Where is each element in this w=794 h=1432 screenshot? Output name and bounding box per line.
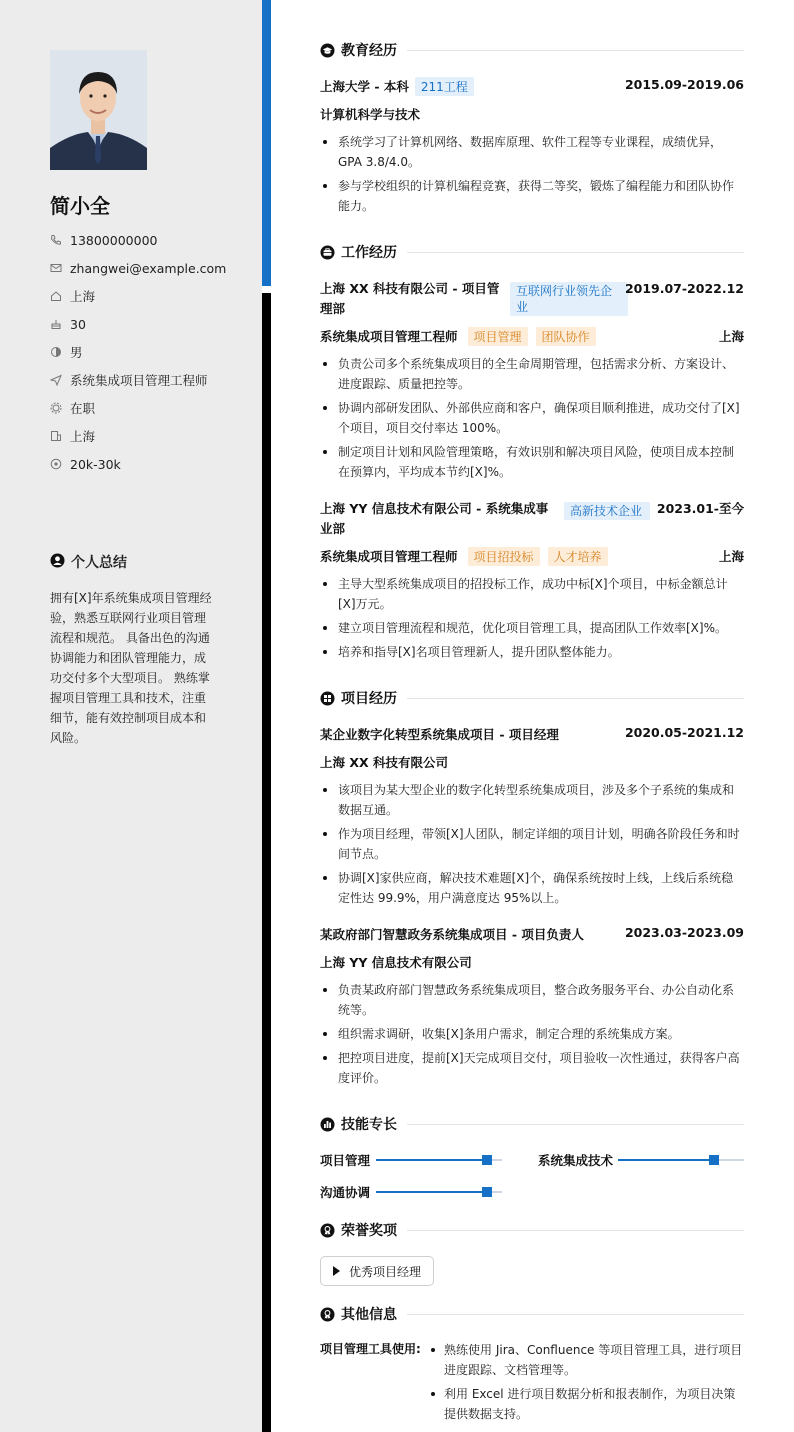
money-icon xyxy=(50,458,62,470)
skills-title: 技能专长 xyxy=(341,1117,397,1133)
section-divider xyxy=(407,252,744,253)
phone-row xyxy=(50,230,157,250)
education-tag: 211工程 xyxy=(415,77,474,96)
age-row xyxy=(50,314,86,334)
summary-text: 拥有[X]年系统集成项目管理经验，熟悉互联网行业项目管理流程和规范。 具备出色的沟通协调能力和团队管理能力，成功交付多个大型项目。 熟练掌握项目管理工具和技术，注重细节，能有效控制项目成本和风险。 xyxy=(50,591,212,745)
award-icon xyxy=(320,1307,335,1322)
list-item: 把控项目进度，提前[X]天完成项目交付，项目验收一次性通过，获得客户高度评价。 xyxy=(320,1048,744,1088)
gender-row xyxy=(50,342,83,362)
work-1-tag-b: 团队协作 xyxy=(536,327,596,346)
profile-photo xyxy=(50,50,147,170)
education-school: 上海大学 - 本科 xyxy=(320,79,409,94)
project-2-date: 2023.03-2023.09 xyxy=(624,925,744,940)
honors-title: 荣誉奖项 xyxy=(341,1223,397,1239)
salary-row xyxy=(50,454,121,474)
work-1-role: 系统集成项目管理工程师 xyxy=(320,329,458,344)
skill-3-fill xyxy=(376,1191,492,1193)
education-date: 2015.09-2019.06 xyxy=(624,77,744,92)
work-1-role-row xyxy=(320,327,744,346)
other-bullets xyxy=(426,1340,746,1428)
list-item: 负责某政府部门智慧政务系统集成项目，整合政务服务平台、办公自动化系统等。 xyxy=(320,980,744,1020)
email-row xyxy=(50,258,226,278)
other-heading xyxy=(320,1304,744,1324)
list-item: 参与学校组织的计算机编程竞赛，获得二等奖，锻炼了编程能力和团队协作能力。 xyxy=(320,176,744,216)
section-divider xyxy=(407,698,744,699)
work-2-bullets xyxy=(320,574,744,666)
list-item: 主导大型系统集成项目的招投标工作，成功中标[X]个项目，中标金额总计[X]万元。 xyxy=(320,574,744,614)
list-item: 熟练使用 Jira、Confluence 等项目管理工具，进行项目进度跟踪、文档管理等。 xyxy=(426,1340,746,1380)
play-icon xyxy=(333,1266,340,1276)
home-icon xyxy=(50,290,62,302)
projects-title: 项目经历 xyxy=(341,691,397,707)
work-heading xyxy=(320,242,744,262)
graduation-cap-icon xyxy=(320,43,335,58)
gender-icon xyxy=(50,346,62,358)
skill-2-slider xyxy=(618,1159,744,1161)
section-divider xyxy=(407,1314,744,1315)
skill-3-slider xyxy=(376,1191,502,1193)
skill-3-label: 沟通协调 xyxy=(320,1185,371,1200)
divider-bar xyxy=(262,293,271,1432)
skill-1-slider xyxy=(376,1159,502,1161)
skill-1-fill xyxy=(376,1159,492,1161)
job-title-row xyxy=(50,370,208,390)
work-2-company: 上海 YY 信息技术有限公司 - 系统集成事业部 xyxy=(320,501,549,536)
status-icon xyxy=(50,402,62,414)
other-label: 项目管理工具使用: xyxy=(320,1342,421,1356)
profile-name: 简小全 xyxy=(50,194,110,218)
work-2-date: 2023.01-至今 xyxy=(656,501,744,516)
work-1-tag-a: 项目管理 xyxy=(468,327,528,346)
work-2-role-row xyxy=(320,547,744,566)
list-item: 作为项目经理，带领[X]人团队，制定详细的项目计划，明确各阶段任务和时间节点。 xyxy=(320,824,744,864)
skill-2-knob xyxy=(709,1155,719,1165)
work-1-bullets xyxy=(320,354,744,486)
education-title: 教育经历 xyxy=(341,43,397,59)
list-item: 系统学习了计算机网络、数据库原理、软件工程等专业课程，成绩优异，GPA 3.8/4.0。 xyxy=(320,132,744,172)
list-item: 负责公司多个系统集成项目的全生命周期管理，包括需求分析、方案设计、进度跟踪、质量把控等。 xyxy=(320,354,744,394)
user-circle-icon xyxy=(50,553,65,572)
send-icon xyxy=(50,374,62,386)
phone-text: 13800000000 xyxy=(70,232,158,248)
project-1-bullets xyxy=(320,780,744,912)
salary-text: 20k-30k xyxy=(70,456,121,472)
work-1-header xyxy=(320,279,744,319)
project-2-name: 某政府部门智慧政务系统集成项目 - 项目负责人 xyxy=(320,927,584,942)
work-2-tag-b: 人才培养 xyxy=(548,547,608,566)
location-text: 上海 xyxy=(70,289,96,304)
briefcase-icon xyxy=(320,245,335,260)
work-1-tag: 互联网行业领先企业 xyxy=(510,282,628,316)
mail-icon xyxy=(50,262,62,274)
status-row xyxy=(50,398,95,418)
list-item: 组织需求调研，收集[X]条用户需求，制定合理的系统集成方案。 xyxy=(320,1024,744,1044)
list-item: 制定项目计划和风险管理策略，有效识别和解决项目风险，使项目成本控制在预算内，平均成本节约[X]%。 xyxy=(320,442,744,482)
target-city-text: 上海 xyxy=(70,429,96,444)
section-divider xyxy=(407,50,744,51)
cake-icon xyxy=(50,318,62,330)
summary-heading xyxy=(50,552,127,572)
work-2-tag: 高新技术企业 xyxy=(564,502,650,520)
work-2-header xyxy=(320,499,744,539)
bar-chart-icon xyxy=(320,1117,335,1132)
skill-1-knob xyxy=(482,1155,492,1165)
skills-heading xyxy=(320,1114,744,1134)
skill-1-label: 项目管理 xyxy=(320,1153,371,1168)
project-1-date: 2020.05-2021.12 xyxy=(624,725,744,740)
section-divider xyxy=(407,1230,744,1231)
list-item: 利用 Excel 进行项目数据分析和报表制作，为项目决策提供数据支持。 xyxy=(426,1384,746,1424)
list-item: 建立项目管理流程和规范，优化项目管理工具，提高团队工作效率[X]%。 xyxy=(320,618,744,638)
location-row xyxy=(50,286,95,306)
skill-2-fill xyxy=(618,1159,719,1161)
list-item: 培养和指导[X]名项目管理新人，提升团队整体能力。 xyxy=(320,642,744,662)
section-divider xyxy=(407,1124,744,1125)
accent-bar xyxy=(262,0,271,286)
gender-text: 男 xyxy=(70,345,83,360)
award-icon xyxy=(320,1223,335,1238)
honors-heading xyxy=(320,1220,744,1240)
project-2-bullets xyxy=(320,980,744,1092)
work-2-role: 系统集成项目管理工程师 xyxy=(320,549,458,564)
honor-item-label: 优秀项目经理 xyxy=(349,1264,422,1279)
target-city-row xyxy=(50,426,95,446)
work-1-company: 上海 XX 科技有限公司 - 项目管理部 xyxy=(320,281,500,316)
work-1-date: 2019.07-2022.12 xyxy=(624,281,744,296)
work-1-city: 上海 xyxy=(718,329,744,344)
summary-title: 个人总结 xyxy=(71,555,127,571)
project-1-header xyxy=(320,725,744,743)
skill-2-label: 系统集成技术 xyxy=(538,1153,614,1168)
email-text: zhangwei@example.com xyxy=(70,260,227,276)
skill-3-knob xyxy=(482,1187,492,1197)
list-item: 协调[X]家供应商，解决技术难题[X]个，确保系统按时上线，上线后系统稳定性达 99.9%，用户满意度达 95%以上。 xyxy=(320,868,744,908)
other-title: 其他信息 xyxy=(341,1307,397,1323)
project-1-name: 某企业数字化转型系统集成项目 - 项目经理 xyxy=(320,727,559,742)
project-1-company: 上海 XX 科技有限公司 xyxy=(320,755,448,770)
honor-item[interactable] xyxy=(320,1256,434,1286)
education-heading xyxy=(320,40,744,60)
education-header xyxy=(320,77,744,96)
list-item: 协调内部研发团队、外部供应商和客户，确保项目顺利推进，成功交付了[X]个项目，项目交付率达 100%。 xyxy=(320,398,744,438)
work-title: 工作经历 xyxy=(341,245,397,261)
building-icon xyxy=(50,430,62,442)
grid-icon xyxy=(320,691,335,706)
job-title-text: 系统集成项目管理工程师 xyxy=(70,373,208,388)
work-2-city: 上海 xyxy=(718,549,744,564)
phone-icon xyxy=(50,234,62,246)
projects-heading xyxy=(320,688,744,708)
age-text: 30 xyxy=(70,316,86,332)
list-item: 该项目为某大型企业的数字化转型系统集成项目，涉及多个子系统的集成和数据互通。 xyxy=(320,780,744,820)
status-text: 在职 xyxy=(70,401,96,416)
education-bullets xyxy=(320,132,744,220)
work-2-tag-a: 项目招投标 xyxy=(468,547,540,566)
project-2-header xyxy=(320,925,744,943)
project-2-company: 上海 YY 信息技术有限公司 xyxy=(320,955,472,970)
education-major: 计算机科学与技术 xyxy=(320,107,421,122)
